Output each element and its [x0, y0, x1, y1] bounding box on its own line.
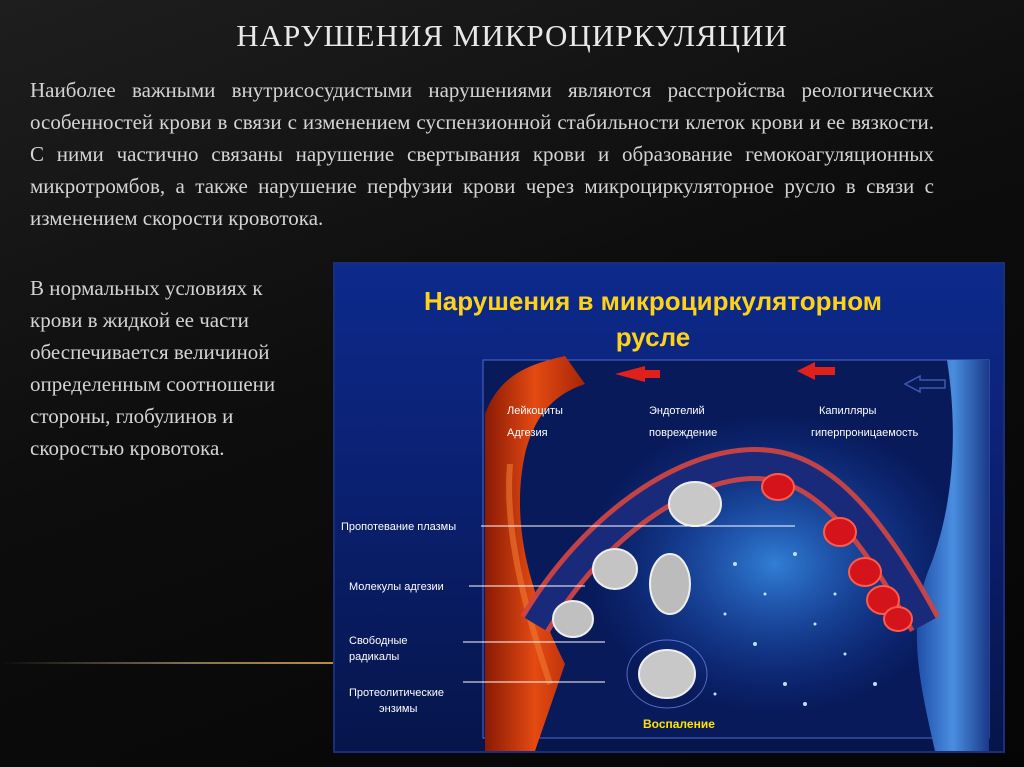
label-adhesion: Адгезия	[507, 427, 548, 439]
slide-title: НАРУШЕНИЯ МИКРОЦИРКУЛЯЦИИ	[236, 18, 788, 53]
figure-title: Нарушения в микроциркуляторном	[424, 286, 882, 316]
red-blood-cell	[884, 607, 912, 631]
label-capillaries: Капилляры	[819, 405, 877, 417]
paragraph-line: скоростью кровотока.	[30, 436, 225, 460]
label-proteolytic-enzymes: Протеолитические	[349, 687, 444, 699]
label-leukocytes: Лейкоциты	[507, 405, 563, 417]
label-hyperpermeability: гиперпроницаемость	[811, 427, 919, 439]
label-damage: повреждение	[649, 427, 718, 439]
paragraph-normal-conditions	[30, 272, 330, 464]
label-plasma-leakage: Пропотевание плазмы	[341, 521, 457, 533]
paragraph-line: стороны, глобулинов и	[30, 404, 234, 428]
red-blood-cell	[849, 558, 881, 586]
figure-title-continued: русле	[615, 322, 691, 352]
label-inflammation: Воспаление	[643, 717, 715, 731]
leukocyte	[553, 601, 593, 637]
paragraph-line: определенным соотношени	[30, 372, 276, 396]
paragraph-intro: Наиболее важными внутрисосудистыми нарушениями являются расстройства реологических особенностей крови в связи с изменением суспензионной стабильности клеток крови и ее вязкости. С ними частично связаны нарушение свертывания крови и образование гемокоагуляционных микротромбов, а также нарушение перфузии крови через микроциркуляторное русло в связи с изменением скорости кровотока.	[30, 78, 934, 230]
leukocyte	[669, 482, 721, 526]
paragraph-line: крови в жидкой ее части	[30, 308, 249, 332]
label-free-radicals: Свободные	[349, 635, 408, 647]
paragraph-line: В нормальных условиях к	[30, 276, 263, 300]
label-adhesion-molecules: Молекулы адгезии	[349, 581, 444, 593]
leukocyte	[650, 554, 690, 614]
leukocyte	[593, 549, 637, 589]
label-proteolytic-enzymes: энзимы	[379, 703, 418, 715]
red-blood-cell	[762, 474, 794, 500]
red-blood-cell	[824, 518, 856, 546]
leukocyte	[639, 650, 695, 698]
label-free-radicals: радикалы	[349, 651, 400, 663]
microcirculation-illustration	[333, 262, 1005, 753]
paragraph-line: обеспечивается величиной	[30, 340, 270, 364]
decorative-glow-line	[0, 662, 340, 664]
label-endothelium: Эндотелий	[649, 405, 705, 417]
